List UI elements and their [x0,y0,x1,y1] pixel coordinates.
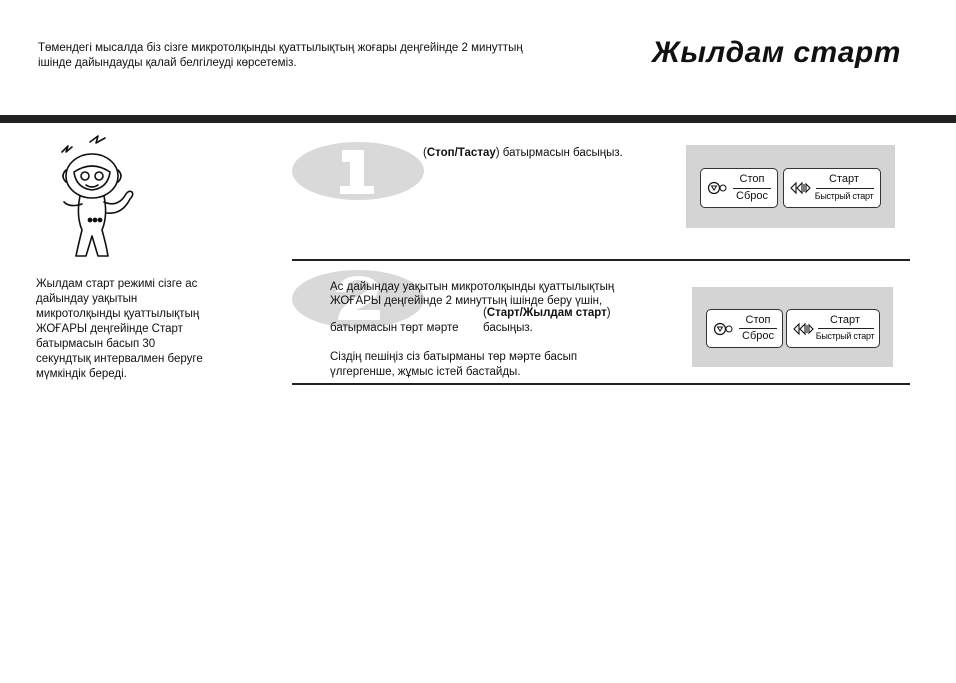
quick-start-label: Быстрый старт [815,331,875,341]
intro-line-1: Төмендегі мысалда біз сізге микротолқынды қуаттылықтың жоғары деңгейінде 2 минуттың [38,42,523,54]
step-divider-2 [292,383,910,385]
reset-label: Сброс [742,330,774,342]
step-2-line-1: Ас дайындау уақытын микротолқынды қуаттылықтың [330,281,615,293]
side-note-line: секундтық интервалмен беруге [36,353,203,365]
quick-start-description [36,277,236,382]
stop-icon [713,322,735,336]
mascot-illustration [40,130,160,265]
stop-reset-button[interactable] [700,168,778,208]
side-note-line: ЖОҒАРЫ деңгейінде Старт [36,323,183,335]
stop-label: Стоп [745,314,771,326]
start-label: Старт [830,314,860,326]
side-note-line: мүмкіндік береді. [36,368,127,380]
step-2-button-name: (Старт/Жылдам старт) [483,307,611,319]
start-icon [792,322,814,336]
reset-label: Сброс [736,190,768,202]
step-2-line-4: Сіздің пешіңіз сіз батырманы төр мәрте басып [330,351,578,363]
side-note-line: дайындау уақытын [36,293,138,305]
side-note-line: микротолқынды қуаттылықтың [36,308,200,320]
step-2-line-5: үлгергенше, жұмыс істей бастайды. [330,366,521,378]
step-1-instruction: (Стоп/Тастау) батырмасын басыңыз. [423,147,623,159]
header-divider-bar [0,115,956,123]
stop-icon [707,181,729,195]
start-label: Старт [829,173,859,185]
start-quick-start-button[interactable] [786,309,880,348]
step-2-line-3a: батырмасын төрт мәрте [330,322,459,334]
control-panel-2 [692,287,893,367]
page-title: Жылдам старт [652,36,901,69]
intro-line-2: ішінде дайындауды қалай белгілеуді көрсетеміз. [38,57,297,69]
step-1-numeral [290,140,426,202]
side-note-line: Жылдам старт режимі сізге ас [36,278,198,290]
side-note-line: батырмасын басып 30 [36,338,156,350]
step-2-line-3b: басыңыз. [483,322,533,334]
quick-start-label: Быстрый старт [814,191,874,201]
stop-reset-button[interactable] [706,309,783,348]
start-icon [789,181,811,195]
step-divider-1 [292,259,910,261]
start-quick-start-button[interactable] [783,168,881,208]
stop-button-name: Стоп/Тастау [426,147,496,159]
step-2-line-2: ЖОҒАРЫ деңгейінде 2 минуттың ішінде беру үшін, [330,295,603,307]
intro-text [38,41,598,71]
control-panel-1 [686,145,895,228]
stop-label: Стоп [739,173,765,185]
